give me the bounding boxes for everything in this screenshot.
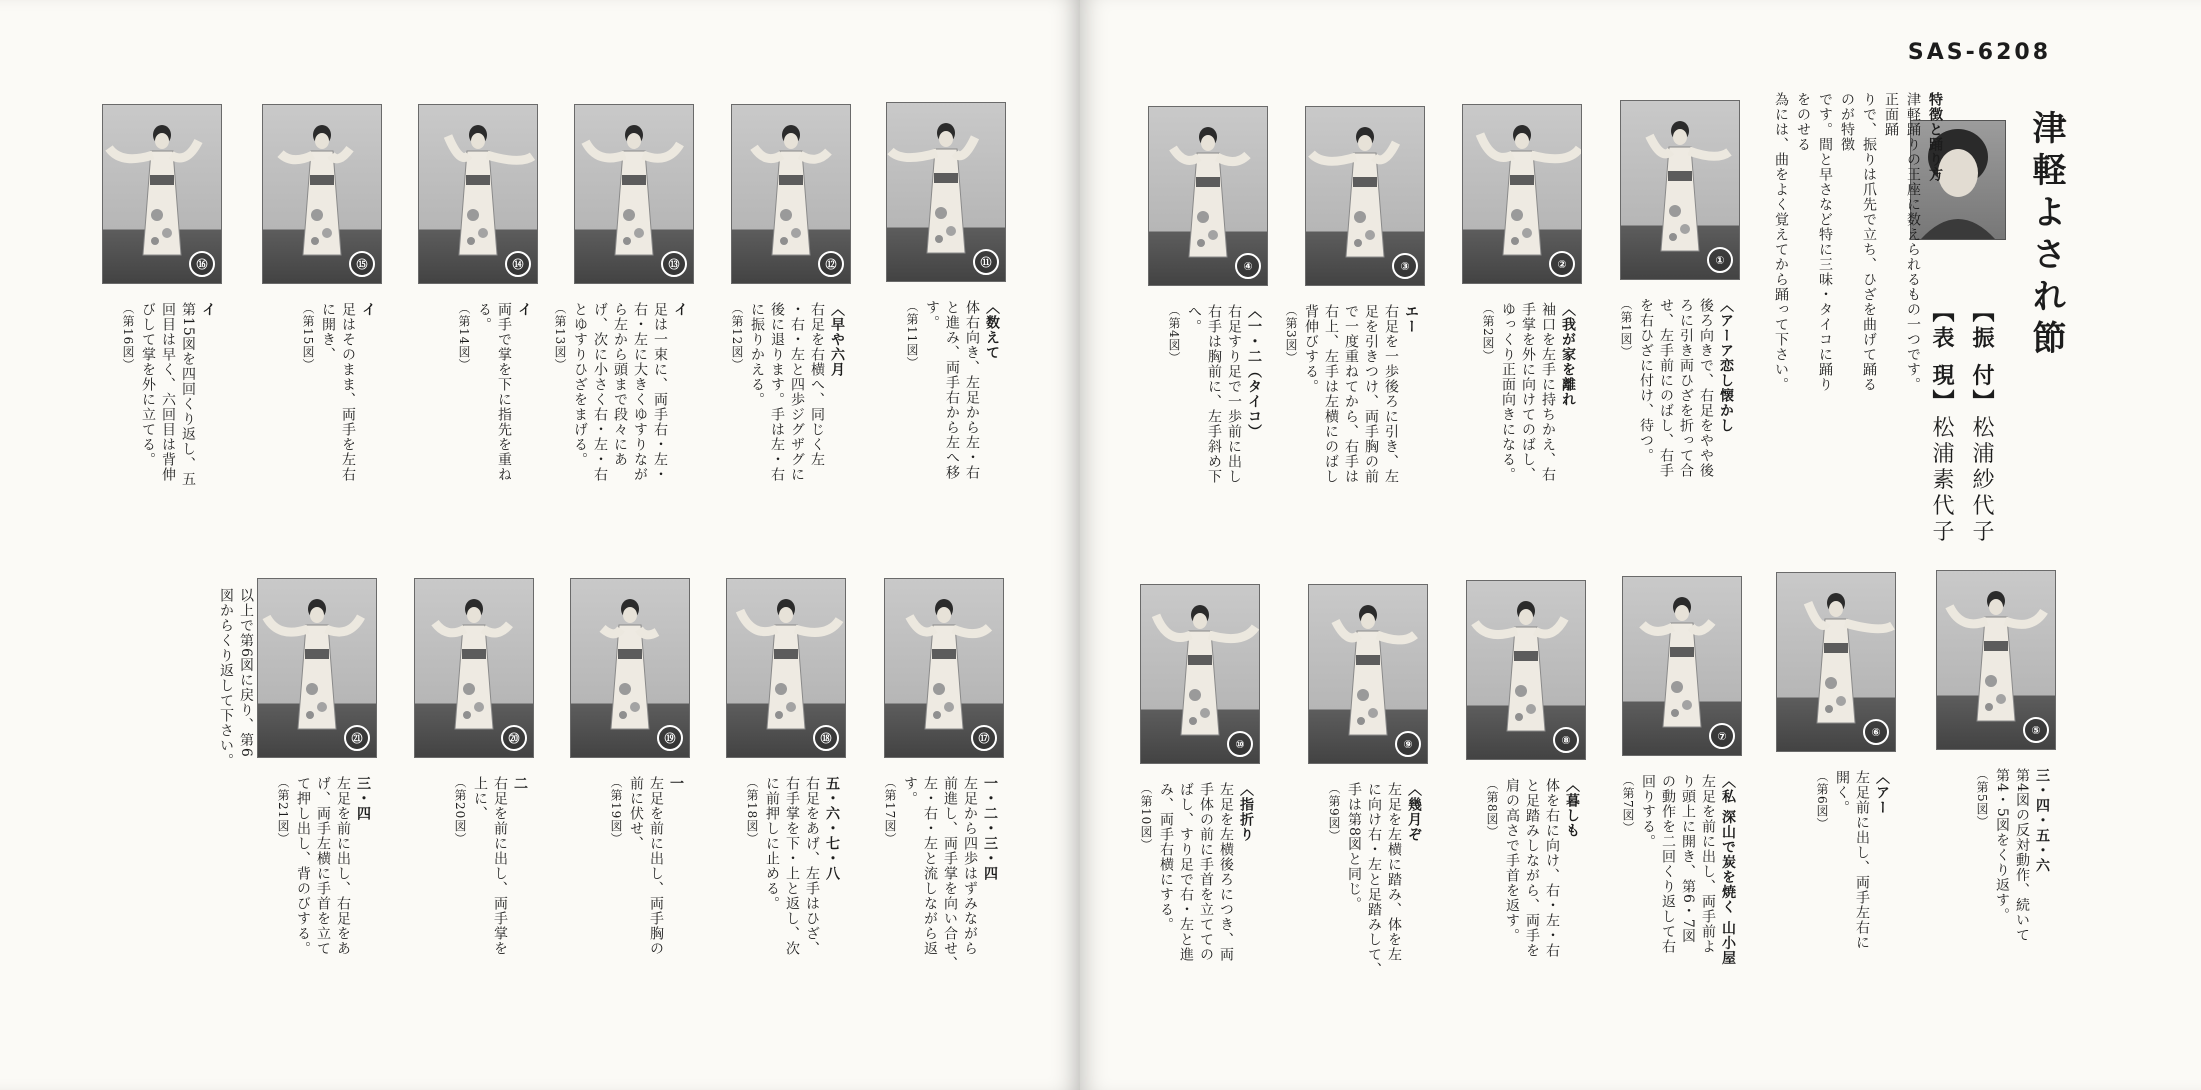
figure-number: ⑲ bbox=[657, 725, 683, 751]
credit-choreography bbox=[1966, 300, 1997, 546]
step-caption-4 bbox=[1152, 304, 1264, 536]
credit-role: 【振 付】 bbox=[1969, 300, 1994, 416]
figure-photo-18 bbox=[726, 578, 846, 758]
figure-number: ⑩ bbox=[1227, 731, 1253, 757]
figure-photo-14 bbox=[418, 104, 538, 284]
figure-number: ⑯ bbox=[189, 251, 215, 277]
figure-photo-8 bbox=[1466, 580, 1586, 760]
figure-reference: （第19図） bbox=[609, 776, 623, 846]
figure-photo-16 bbox=[102, 104, 222, 284]
step-text: 第4図の反対動作、続いて 第4・5図をくり返す。 bbox=[1994, 768, 2030, 943]
figure-number: ⑫ bbox=[818, 251, 844, 277]
figure-reference: （第16図） bbox=[121, 302, 135, 372]
figure-reference: （第1図） bbox=[1619, 298, 1633, 359]
intro-heading: 特徴と踊り方 bbox=[1927, 92, 1943, 182]
credit-name: 松浦素代子 bbox=[1929, 415, 1954, 546]
figure-reference: （第18図） bbox=[745, 776, 759, 846]
step-heading: 五・六・七・八 bbox=[824, 776, 840, 881]
step-text: 左足を前に出し、右足をあ げ、両手左横に手首を立て て押し出し、背のびする。 bbox=[295, 776, 351, 956]
figure-number: ㉑ bbox=[344, 725, 370, 751]
step-caption-10 bbox=[1139, 782, 1256, 1014]
intro-line: 為には、曲をよく覚えてから踊って下さい。 bbox=[1773, 92, 1789, 392]
figure-photo-5 bbox=[1936, 570, 2056, 750]
intro-text bbox=[1770, 92, 1946, 402]
figure-reference: （第6図） bbox=[1815, 770, 1829, 831]
step-heading: 〈私 深山で炭を焼く 山小屋 bbox=[1720, 774, 1736, 966]
step-heading: 三・四 bbox=[355, 776, 371, 821]
figure-number: ⑱ bbox=[813, 725, 839, 751]
step-text: 右足を一歩後ろに引き、左 足を引きつけ、両手胸の前 で一度重ねてから、右手は 右上、左手は左横にのばし 背伸びする。 bbox=[1303, 304, 1399, 484]
step-caption-19 bbox=[574, 776, 686, 1008]
figure-photo-9 bbox=[1308, 584, 1428, 764]
step-text: 左足を左横に踏み、体を左 に向け右・左と足踏みして、 手は第8図と同じ。 bbox=[1346, 782, 1402, 977]
step-caption-13 bbox=[553, 302, 690, 534]
step-caption-3 bbox=[1284, 304, 1421, 536]
step-caption-end bbox=[144, 588, 256, 820]
figure-number: ⑭ bbox=[505, 251, 531, 277]
step-caption-14 bbox=[422, 302, 534, 534]
step-text: 足は一束に、両手右・左・ 右・左に大きくゆすりなが ら左から頭まで段々にあ げ、次に小さく右・左・右 とゆすりひざをまげる。 bbox=[572, 302, 668, 482]
figure-number: ④ bbox=[1235, 253, 1261, 279]
step-heading: エー bbox=[1403, 304, 1419, 334]
step-text: 左足を前に出し、両手前よ り頭上に開き、第6・7図 の動作を二回くり返して右 回りする。 bbox=[1640, 774, 1716, 954]
figure-number: ⑮ bbox=[349, 251, 375, 277]
figure-photo-10 bbox=[1140, 584, 1260, 764]
catalog-number: SAS-6208 bbox=[1907, 40, 2051, 65]
step-text: 以上で第6図に戻り、第6 図からくり返して下さい。 bbox=[218, 588, 254, 768]
figure-photo-1 bbox=[1620, 100, 1740, 280]
figure-reference: （第10図） bbox=[1139, 782, 1153, 852]
figure-reference: （第2図） bbox=[1481, 302, 1495, 363]
figure-number: ② bbox=[1549, 251, 1575, 277]
figure-photo-19 bbox=[570, 578, 690, 758]
figure-number: ⑦ bbox=[1709, 723, 1735, 749]
step-text: 右足を前に出し、両手掌を 上に、 bbox=[472, 776, 508, 956]
step-heading: イ bbox=[360, 302, 376, 317]
step-caption-6 bbox=[1780, 770, 1892, 1002]
figure-photo-21 bbox=[257, 578, 377, 758]
figure-reference: （第20図） bbox=[453, 776, 467, 846]
step-caption-16 bbox=[106, 302, 218, 534]
figure-number: ⑪ bbox=[973, 249, 999, 275]
step-heading: イ bbox=[672, 302, 688, 317]
step-text: 両手で掌を下に指先を重ね る。 bbox=[476, 302, 512, 482]
figure-photo-2 bbox=[1462, 104, 1582, 284]
figure-reference: （第21図） bbox=[276, 776, 290, 846]
step-text: 袖口を左手に持ちかえ、右 手掌を外に向けてのばし、 ゆっくり正面向きになる。 bbox=[1500, 302, 1556, 482]
figure-photo-4 bbox=[1148, 106, 1268, 286]
step-caption-9 bbox=[1312, 782, 1424, 1014]
step-caption-18 bbox=[730, 776, 842, 1008]
step-text: 左足から四歩はずみながら 前進し、両手掌を向い合せ、 左・右・左と流しながら返 す。 bbox=[902, 776, 978, 971]
step-heading: イ bbox=[516, 302, 532, 317]
figure-photo-15 bbox=[262, 104, 382, 284]
figure-photo-3 bbox=[1305, 106, 1425, 286]
step-heading: 〈一・二（タイコ） bbox=[1246, 304, 1262, 439]
step-heading: 〈アー bbox=[1874, 770, 1890, 815]
step-caption-11 bbox=[890, 300, 1002, 532]
figure-number: ⑨ bbox=[1395, 731, 1421, 757]
figure-photo-13 bbox=[574, 104, 694, 284]
step-caption-21 bbox=[261, 776, 373, 1008]
step-caption-1 bbox=[1619, 298, 1736, 530]
figure-number: ⑤ bbox=[2023, 717, 2049, 743]
step-text: 左足を前に出し、両手胸の 前に伏せ、 bbox=[628, 776, 664, 956]
step-caption-12 bbox=[730, 302, 847, 534]
step-text: 左足を左横後ろにつき、両 手体の前に手首を立てての ばし、すり足で右・左と進 み、両手右横にする。 bbox=[1158, 782, 1234, 962]
step-text: 足はそのまま、両手を左右 に開き、 bbox=[320, 302, 356, 482]
figure-number: ⑰ bbox=[971, 725, 997, 751]
figure-number: ① bbox=[1707, 247, 1733, 273]
figure-number: ⑥ bbox=[1863, 719, 1889, 745]
step-caption-5 bbox=[1940, 768, 2052, 1000]
step-heading: 〈早や六月 bbox=[829, 302, 845, 377]
step-caption-15 bbox=[266, 302, 378, 534]
step-heading: 〈アーア恋し懐かし bbox=[1718, 298, 1734, 433]
step-caption-2 bbox=[1466, 302, 1578, 534]
step-text: 後ろ向きで、右足をやや後 ろに引き両ひざを折って合 せ、左手前にのばし、右手 を右ひざに付け、待つ。 bbox=[1638, 298, 1714, 478]
step-caption-20 bbox=[418, 776, 530, 1008]
step-heading: イ bbox=[200, 302, 216, 317]
step-text: 第15図を四回くり返し、五 回目は早く、六回目は背伸 びして掌を外に立てる。 bbox=[140, 302, 196, 487]
figure-photo-6 bbox=[1776, 572, 1896, 752]
intro-line: りで、振りは爪先で立ち、ひざを曲げて踊るのが特徴 bbox=[1839, 92, 1877, 392]
step-heading: 三・四・五・六 bbox=[2034, 768, 2050, 873]
figure-reference: （第15図） bbox=[301, 302, 315, 372]
step-heading: 二 bbox=[512, 776, 528, 791]
step-caption-7 bbox=[1621, 774, 1738, 1006]
credit-name: 松浦紗代子 bbox=[1969, 415, 1994, 546]
intro-line: です。間と早さなど特に三味・タイコに踊りをのせる bbox=[1795, 92, 1833, 392]
step-caption-17 bbox=[883, 776, 1000, 1008]
figure-reference: （第12図） bbox=[730, 302, 744, 372]
step-heading: 〈暮しも bbox=[1564, 778, 1580, 838]
figure-photo-20 bbox=[414, 578, 534, 758]
step-text: 体右向き、左足から左・右 と進み、両手右から左へ移 す。 bbox=[924, 300, 980, 480]
intro-line: 津軽踊りの王座に数えられるもの一つです。正面踊 bbox=[1883, 92, 1921, 392]
figure-reference: （第3図） bbox=[1284, 304, 1298, 365]
step-text: 体を右に向け、右・左・右 と足踏みしながら、両手を 肩の高さで手首を返す。 bbox=[1504, 778, 1560, 958]
step-heading: 一 bbox=[668, 776, 684, 791]
figure-number: ⑳ bbox=[501, 725, 527, 751]
figure-photo-11 bbox=[886, 102, 1006, 282]
song-title: 津軽よされ節 bbox=[2026, 110, 2066, 362]
step-heading: 〈数えて bbox=[984, 300, 1000, 360]
step-text: 右足すり足で一歩前に出し 右手は胸前に、左手斜め下 へ。 bbox=[1186, 304, 1242, 484]
figure-reference: （第8図） bbox=[1485, 778, 1499, 839]
figure-reference: （第4図） bbox=[1167, 304, 1181, 365]
figure-photo-17 bbox=[884, 578, 1004, 758]
figure-number: ③ bbox=[1392, 253, 1418, 279]
figure-photo-12 bbox=[731, 104, 851, 284]
step-text: 左足前に出し、両手左右に 開く。 bbox=[1834, 770, 1870, 950]
figure-reference: （第5図） bbox=[1975, 768, 1989, 829]
step-text: 右足を右横へ、同じく左 ・右・左と四歩ジグザグに 後に退ります。手は左・右 に振りかえる。 bbox=[749, 302, 825, 482]
figure-number: ⑧ bbox=[1553, 727, 1579, 753]
figure-reference: （第13図） bbox=[553, 302, 567, 372]
step-caption-8 bbox=[1470, 778, 1582, 1010]
figure-reference: （第9図） bbox=[1327, 782, 1341, 843]
figure-reference: （第17図） bbox=[883, 776, 897, 846]
step-heading: 一・二・三・四 bbox=[982, 776, 998, 881]
figure-number: ⑬ bbox=[661, 251, 687, 277]
step-heading: 〈幾月ぞ bbox=[1406, 782, 1422, 842]
figure-reference: （第14図） bbox=[457, 302, 471, 372]
figure-reference: （第11図） bbox=[905, 300, 919, 370]
credit-role: 【表 現】 bbox=[1929, 300, 1954, 416]
step-heading: 〈我が家を離れ bbox=[1560, 302, 1576, 407]
figure-reference: （第7図） bbox=[1621, 774, 1635, 835]
figure-photo-7 bbox=[1622, 576, 1742, 756]
step-text: 右足をあげ、左手はひざ、 右手掌を下・上と返し、次 に前押しに止める。 bbox=[764, 776, 820, 956]
step-heading: 〈指折り bbox=[1238, 782, 1254, 842]
